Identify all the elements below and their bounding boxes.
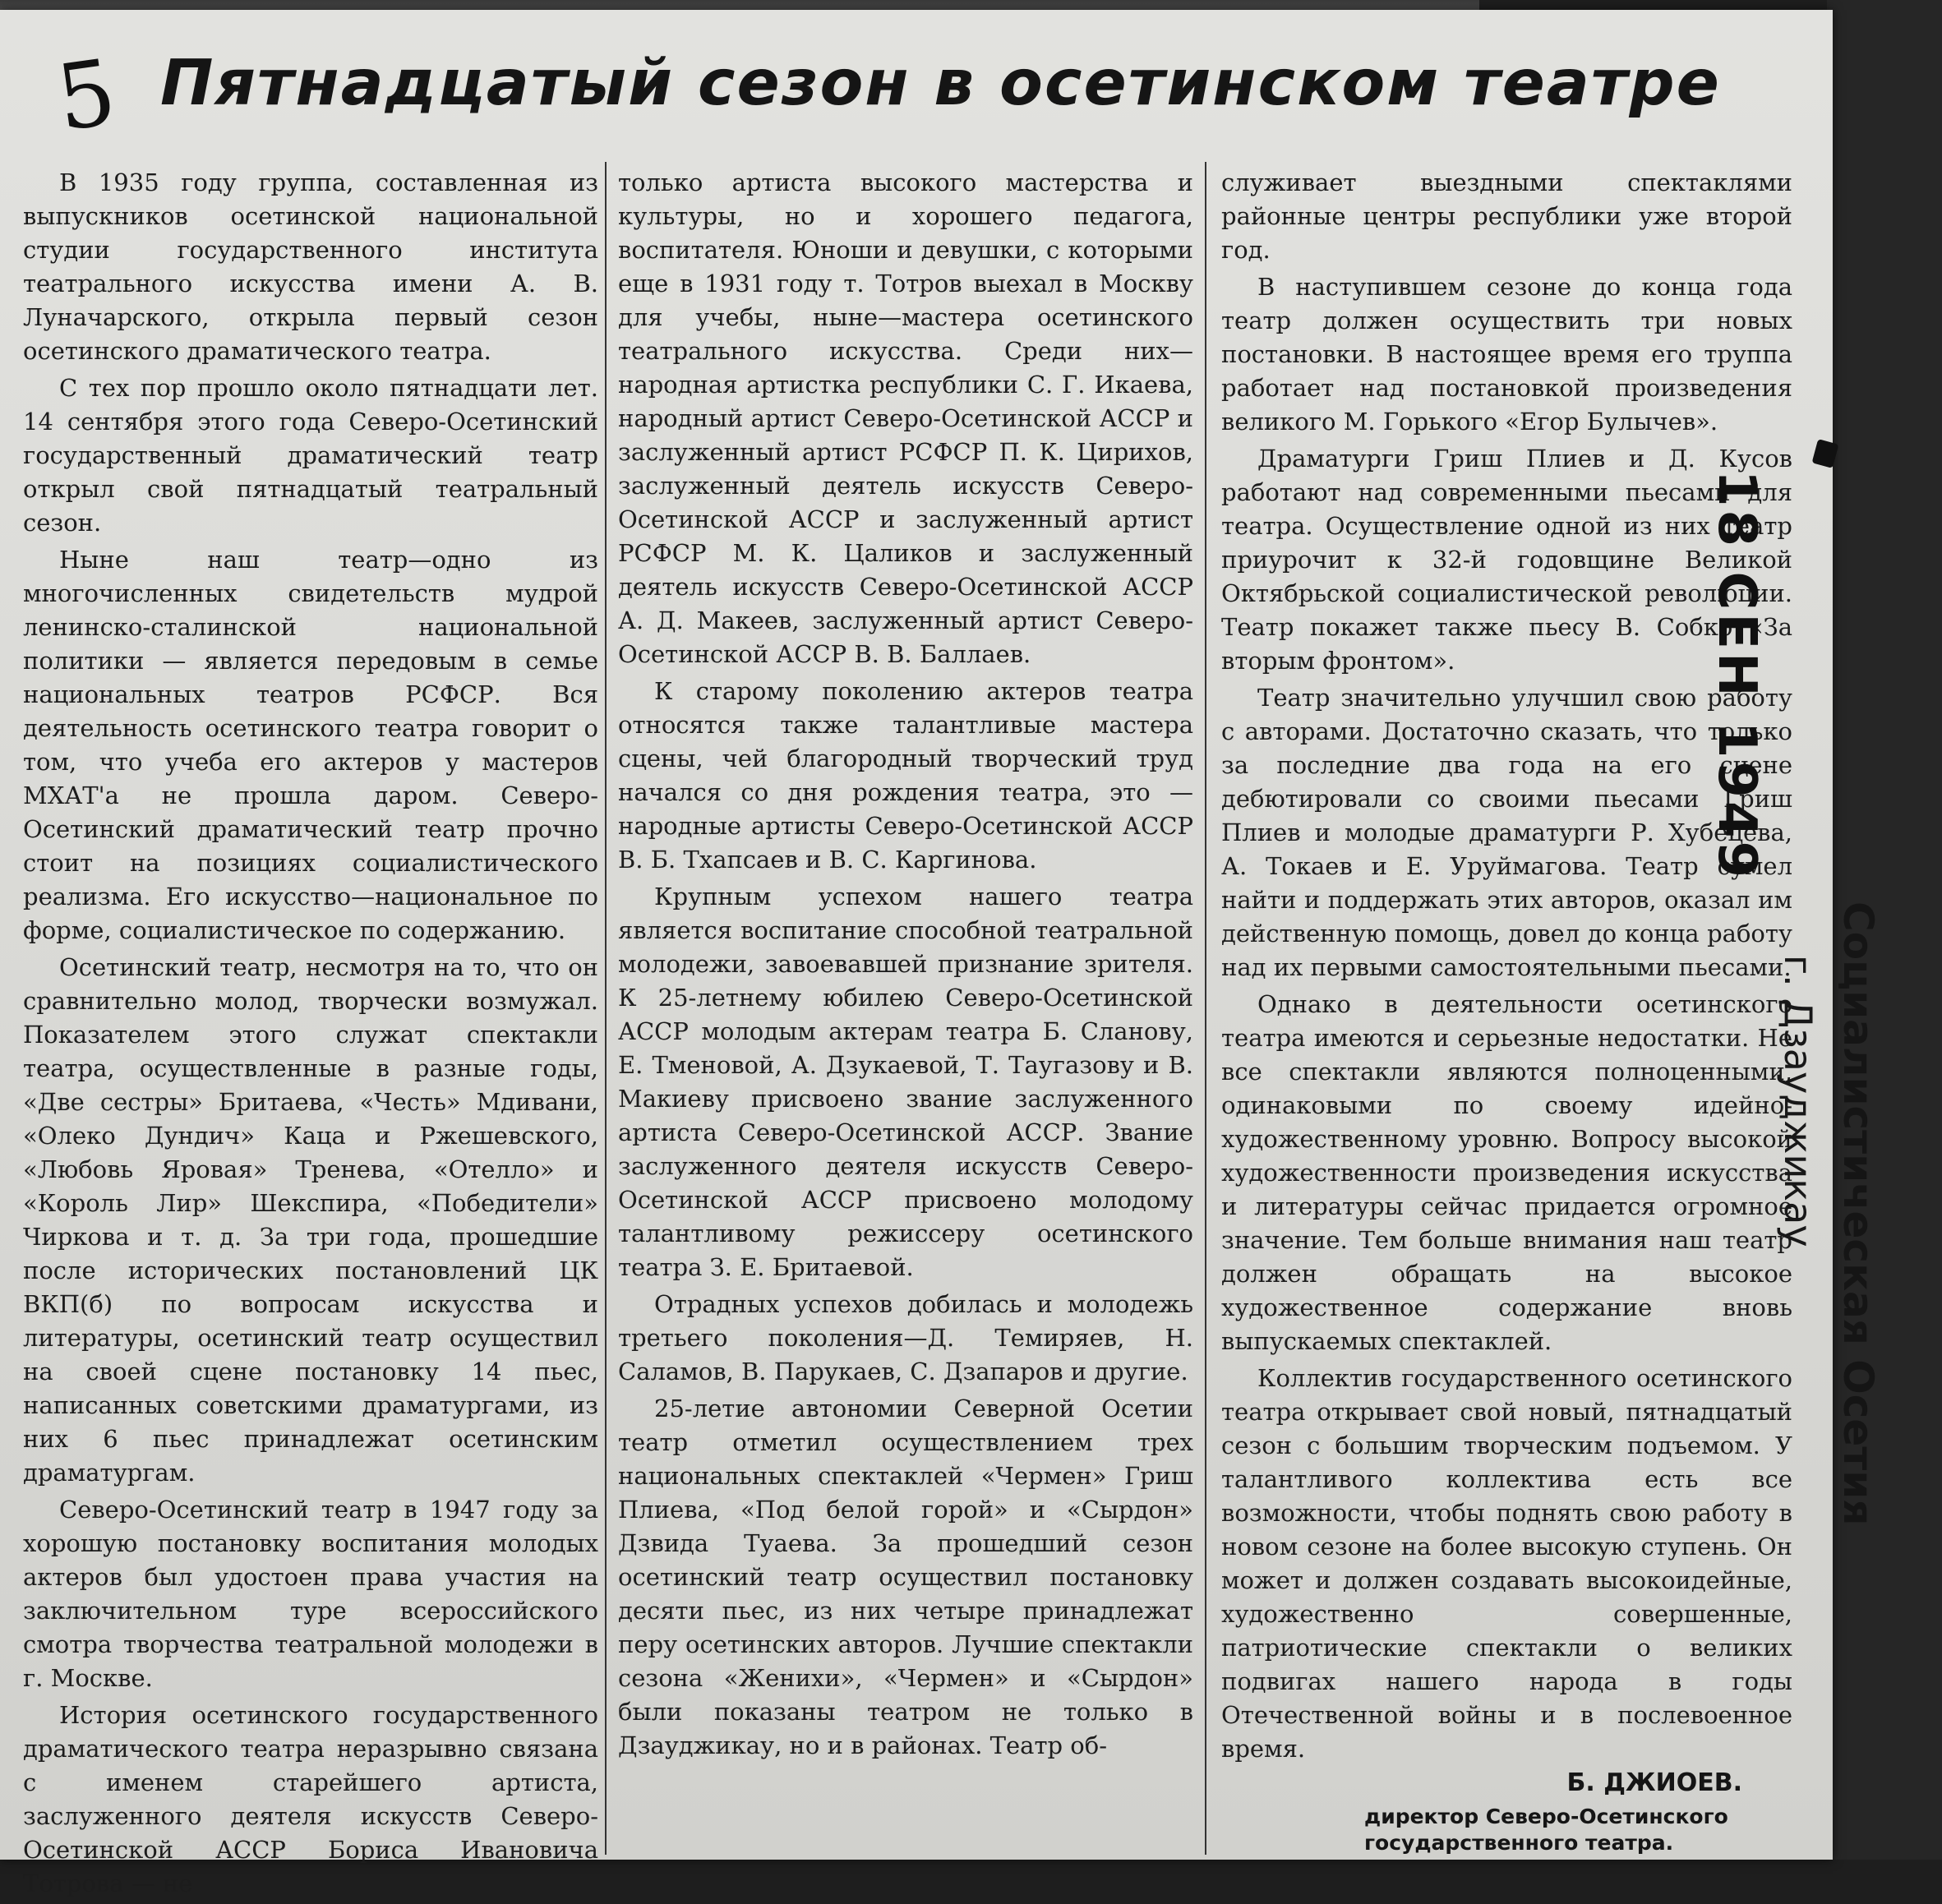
paragraph: К старому поколению актеров театра относятся также талантливые мастера сцены, чей благородный творческий труд начался со дня рождения театра, это — народные артисты Северо-Осетинской АССР В. Б. Тхапсаев и В. С. Каргинова. xyxy=(618,677,1193,874)
paragraph: Осетинский театр, несмотря на то, что он сравнительно молод, творчески возмужал. Показателем этого служат спектакли театра, осуществленные в разные годы, «Две сестры» Бритаева, «Честь» Мдивани, «Олеко Дундич» Каца и Ржешевского, «Любовь Яровая» Тренева, «Отелло» и «Король Лир» Шекспира, «Победители» Чиркова и т. д. За три года, прошедшие после исторических постановлений ЦК ВКП(б) по вопросам искусства и литературы, осетинский театр осуществил на своей сцене постановку 14 пьес, написанных советскими драматургами, из них 6 пьес принадлежат осетинским драматургам. xyxy=(23,953,598,1487)
date-stamp: 18 СЕН 1949 xyxy=(1706,470,1767,881)
paragraph: История осетинского государственного драматического театра неразрывно связана с именем старейшего артиста, заслуженного деятеля искусств Северо-Осетинской АССР Бориса Ивановича Тотрова — не xyxy=(23,1701,598,1897)
paragraph: Отрадных успехов добилась и молодежь третьего поколения—Д. Темиряев, Н. Саламов, В. Парукаев, С. Дзапаров и другие. xyxy=(618,1290,1193,1385)
paragraph: Крупным успехом нашего театра является воспитание способной театральной молодежи, завоевавшей признание зрителя. К 25-летнему юбилею Северо-Осетинской АССР молодым актерам театра Б. Сланову, Е. Тменовой, А. Дзукаевой, Т. Таугазову и В. Макиеву присвоено звание заслуженного артиста Северо-Осетинской АССР. Звание заслуженного деятеля искусств Северо-Осетинской АССР присвоено молодому талантливому режиссеру осетинского театра З. Е. Бритаевой. xyxy=(618,883,1193,1281)
paragraph: Ныне наш театр—одно из многочисленных свидетельств мудрой ленинско-сталинской национальной политики — является передовым в семье национальных театров РСФСР. Вся деятельность осетинского театра говорит о том, что учеба его актеров у мастеров МХАТ'а не прошла даром. Северо-Осетинский драматический театр прочно стоит на позициях социалистического реализма. Его искусство—национальное по форме, социалистическое по содержанию. xyxy=(23,546,598,944)
paragraph: Коллектив государственного осетинского театра открывает свой новый, пятнадцатый сезон с большим творческим подъемом. У талантливого коллектива есть все возможности, чтобы поднять свою работу в новом сезоне на более высокую ступень. Он может и должен создавать высокоидейные, художественно совершенные, патриотические спектакли о великих подвигах нашего народа в годы Отечественной войны и в послевоенное время. xyxy=(1221,1364,1792,1763)
paragraph: С тех пор прошло около пятнадцати лет. 14 сентября этого года Северо-Осетинский государственный драматический театр открыл свой пятнадцатый театральный сезон. xyxy=(23,374,598,537)
city-stamp: г. Дзауджикау xyxy=(1776,955,1820,1247)
article-column-2 xyxy=(618,166,1193,1766)
paragraph: только артиста высокого мастерства и культуры, но и хорошего педагога, воспитателя. Юноши и девушки, с которыми еще в 1931 году т. Тотров выехал в Москву для учебы, ныне—мастера осетинского театрального искусства. Среди них—народная артистка республики С. Г. Икаева, народный артист Северо-Осетинской АССР и заслуженный артист РСФСР П. К. Цирихов, заслуженный деятель искусств Северо-Осетинской АССР и заслуженный артист РСФСР М. К. Цаликов и заслуженный деятель искусств Северо-Осетинской АССР А. Д. Макеев, заслуженный артист Северо-Осетинской АССР В. В. Баллаев. xyxy=(618,168,1193,668)
paragraph: Северо-Осетинский театр в 1947 году за хорошую постановку воспитания молодых актеров был удостоен права участия на заключительном туре всероссийского смотра творчества театральной молодежи в г. Москве. xyxy=(23,1496,598,1692)
author-name: Б. ДЖИОЕВ. xyxy=(1566,1768,1742,1797)
paragraph: Драматурги Гриш Плиев и Д. Кусов работают над современными пьесами для театра. Осуществление одной из них театр приурочит к 32-й годовщине Великой Октябрьской социалистической революции. Театр покажет также пьесу В. Собко «За вторым фронтом». xyxy=(1221,445,1792,675)
newspaper-name-stamp: Социалистическая Осетия xyxy=(1834,901,1882,1526)
handwritten-page-number: 5 xyxy=(50,39,122,152)
paragraph: В 1935 году группа, составленная из выпускников осетинской национальной студии государственного института театрального искусства имени А. В. Луначарского, открыла первый сезон осетинского драматического театра. xyxy=(23,168,598,365)
newspaper-clipping xyxy=(0,10,1882,1897)
article-column-3 xyxy=(1221,166,1792,1769)
author-signature xyxy=(1364,1768,1775,1856)
column-divider xyxy=(1205,162,1206,1855)
paragraph: служивает выездными спектаклями районные центры республики уже второй год. xyxy=(1221,168,1792,264)
column-divider xyxy=(605,162,607,1855)
article-column-1 xyxy=(23,166,598,1904)
paragraph: Однако в деятельности осетинского театра имеются и серьезные недостатки. Не все спектакли являются полноценными, одинаковыми по своему идейно-художественному уровню. Вопросу высокой художественности произведения искусства и литературы сейчас придается огромное значение. Тем больше внимания наш театр должен обращать на высокое художественное содержание вновь выпускаемых спектаклей. xyxy=(1221,990,1792,1355)
paragraph: В наступившем сезоне до конца года театр должен осуществить три новых постановки. В настоящее время его труппа работает над постановкой произведения великого М. Горького «Егор Булычев». xyxy=(1221,273,1792,436)
paragraph: Театр значительно улучшил свою работу с авторами. Достаточно сказать, что только за последние два года на его сцене дебютировали со своими пьесами Гриш Плиев и молодые драматурги Р. Хубецева, А. Токаев и Е. Уруймагова. Театр сумел найти и поддержать этих авторов, оказал им действенную помощь, довел до конца работу над их первыми самостоятельными пьесами. xyxy=(1221,684,1792,981)
paragraph: 25-летие автономии Северной Осетии театр отметил осуществлением трех национальных спектаклей «Чермен» Гриш Плиева, «Под белой горой» и «Сырдон» Дзвида Туаева. За прошедший сезон осетинский театр осуществил постановку десяти пьес, из них четыре принадлежат перу осетинских авторов. Лучшие спектакли сезона «Женихи», «Чермен» и «Сырдон» были показаны театром не только в Дзауджикау, но и в районах. Театр об- xyxy=(618,1395,1193,1759)
article-headline: Пятнадцатый сезон в осетинском театре xyxy=(160,47,1721,120)
author-role: директор Северо-Осетинского государственного театра. xyxy=(1364,1805,1728,1855)
